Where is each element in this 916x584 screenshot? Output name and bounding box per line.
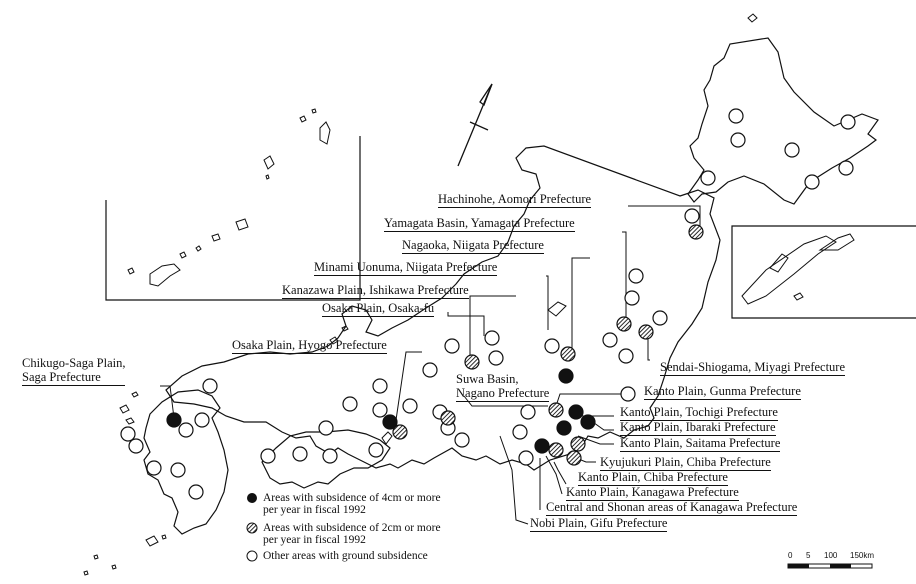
marker-white	[203, 379, 217, 393]
legend	[246, 492, 441, 564]
marker-white	[619, 349, 633, 363]
marker-white	[403, 399, 417, 413]
marker-hatched	[689, 225, 703, 239]
marker-hatched	[571, 437, 585, 451]
marker-black	[581, 415, 595, 429]
marker-hatched	[639, 325, 653, 339]
marker-hatched	[567, 451, 581, 465]
label-suwa	[456, 372, 549, 402]
label-ibaraki: Kanto Plain, Ibaraki Prefecture	[620, 420, 776, 434]
marker-hatched	[549, 443, 563, 457]
kuril-islands	[742, 234, 854, 304]
scale-tick-150: 150km	[850, 551, 875, 560]
north-arrow-icon	[458, 84, 492, 166]
hatched-circle-icon	[246, 522, 260, 534]
marker-hatched	[561, 347, 575, 361]
inset-frame-kurils	[732, 226, 916, 318]
marker-white	[485, 331, 499, 345]
legend-hatched-line2: per year in fiscal 1992	[263, 534, 366, 546]
marker-white	[629, 269, 643, 283]
marker-white	[489, 351, 503, 365]
marker-white	[519, 451, 533, 465]
marker-white	[121, 427, 135, 441]
marker-white	[323, 449, 337, 463]
marker-white	[701, 171, 715, 185]
label-suwa-line2: Nagano Prefecture	[456, 386, 550, 400]
label-suwa-line1: Suwa Basin,	[456, 372, 519, 386]
marker-white	[839, 161, 853, 175]
marker-white	[785, 143, 799, 157]
label-yamagata: Yamagata Basin, Yamagata Prefecture	[384, 216, 575, 230]
legend-row-hatched	[246, 522, 441, 546]
scale-tick-100: 100	[824, 551, 838, 560]
legend-hatched-line1: Areas with subsidence of 2cm or more	[263, 522, 441, 534]
marker-white	[195, 413, 209, 427]
black-circle-icon	[246, 492, 260, 504]
label-chiba: Kanto Plain, Chiba Prefecture	[578, 470, 728, 484]
scale-bar-graphic	[784, 563, 894, 571]
legend-black-line2: per year in fiscal 1992	[263, 504, 366, 516]
marker-white	[423, 363, 437, 377]
marker-white	[343, 397, 357, 411]
kyushu-islands	[84, 392, 166, 575]
legend-black-line1: Areas with subsidence of 4cm or more	[263, 492, 441, 504]
marker-hatched	[465, 355, 479, 369]
scale-bar	[784, 551, 894, 573]
marker-white	[521, 405, 535, 419]
marker-white	[455, 433, 469, 447]
marker-white	[731, 133, 745, 147]
label-kyujukuri: Kyujukuri Plain, Chiba Prefecture	[600, 455, 771, 469]
label-central-shonan: Central and Shonan areas of Kanagawa Prefecture	[546, 500, 798, 514]
marker-black	[535, 439, 549, 453]
label-sendai: Sendai-Shiogama, Miyagi Prefecture	[660, 360, 846, 374]
label-chikugo-line2: Saga Prefecture	[22, 370, 125, 386]
marker-white	[373, 403, 387, 417]
sado-island	[548, 302, 566, 316]
label-nobi: Nobi Plain, Gifu Prefecture	[530, 516, 668, 530]
marker-white	[319, 421, 333, 435]
label-tochigi: Kanto Plain, Tochigi Prefecture	[620, 405, 778, 419]
marker-white	[805, 175, 819, 189]
marker-black	[569, 405, 583, 419]
label-chikugo-saga	[22, 356, 125, 386]
rishiri-island	[748, 14, 757, 22]
marker-white	[293, 447, 307, 461]
label-minami-uonuma: Minami Uonuma, Niigata Prefecture	[314, 260, 498, 274]
marker-white	[603, 333, 617, 347]
marker-white	[369, 443, 383, 457]
marker-white	[841, 115, 855, 129]
marker-white	[729, 109, 743, 123]
label-hachinohe: Hachinohe, Aomori Prefecture	[438, 192, 592, 206]
marker-white	[545, 339, 559, 353]
marker-hatched	[617, 317, 631, 331]
marker-white	[445, 339, 459, 353]
marker-white	[129, 439, 143, 453]
scale-tick-5: 5	[806, 551, 811, 560]
label-chikugo-line1: Chikugo-Saga Plain,	[22, 356, 126, 370]
legend-row-black	[246, 492, 441, 516]
label-osaka-fu: Osaka Plain, Osaka-fu	[322, 301, 435, 315]
marker-white	[513, 425, 527, 439]
label-nagaoka: Nagaoka, Niigata Prefecture	[402, 238, 544, 252]
label-kanagawa: Kanto Plain, Kanagawa Prefecture	[566, 485, 739, 499]
label-kanazawa: Kanazawa Plain, Ishikawa Prefecture	[282, 283, 469, 297]
marker-black	[559, 369, 573, 383]
label-gunma: Kanto Plain, Gunma Prefecture	[644, 384, 801, 398]
marker-white	[373, 379, 387, 393]
scale-tick-0: 0	[788, 551, 793, 560]
label-saitama: Kanto Plain, Saitama Prefecture	[620, 436, 781, 450]
legend-white-text: Other areas with ground subsidence	[263, 550, 428, 562]
marker-white	[189, 485, 203, 499]
legend-row-white	[246, 550, 441, 562]
marker-black	[167, 413, 181, 427]
marker-white	[685, 209, 699, 223]
white-circle-icon	[246, 550, 260, 562]
marker-black	[557, 421, 571, 435]
marker-white	[625, 291, 639, 305]
marker-white	[653, 311, 667, 325]
marker-hatched	[549, 403, 563, 417]
marker-white	[147, 461, 161, 475]
marker-white	[261, 449, 275, 463]
marker-white	[621, 387, 635, 401]
marker-black	[383, 415, 397, 429]
okinawa-islands	[128, 109, 330, 286]
marker-white	[179, 423, 193, 437]
label-osaka-hyogo: Osaka Plain, Hyogo Prefecture	[232, 338, 387, 352]
marker-hatched	[441, 411, 455, 425]
marker-white	[171, 463, 185, 477]
